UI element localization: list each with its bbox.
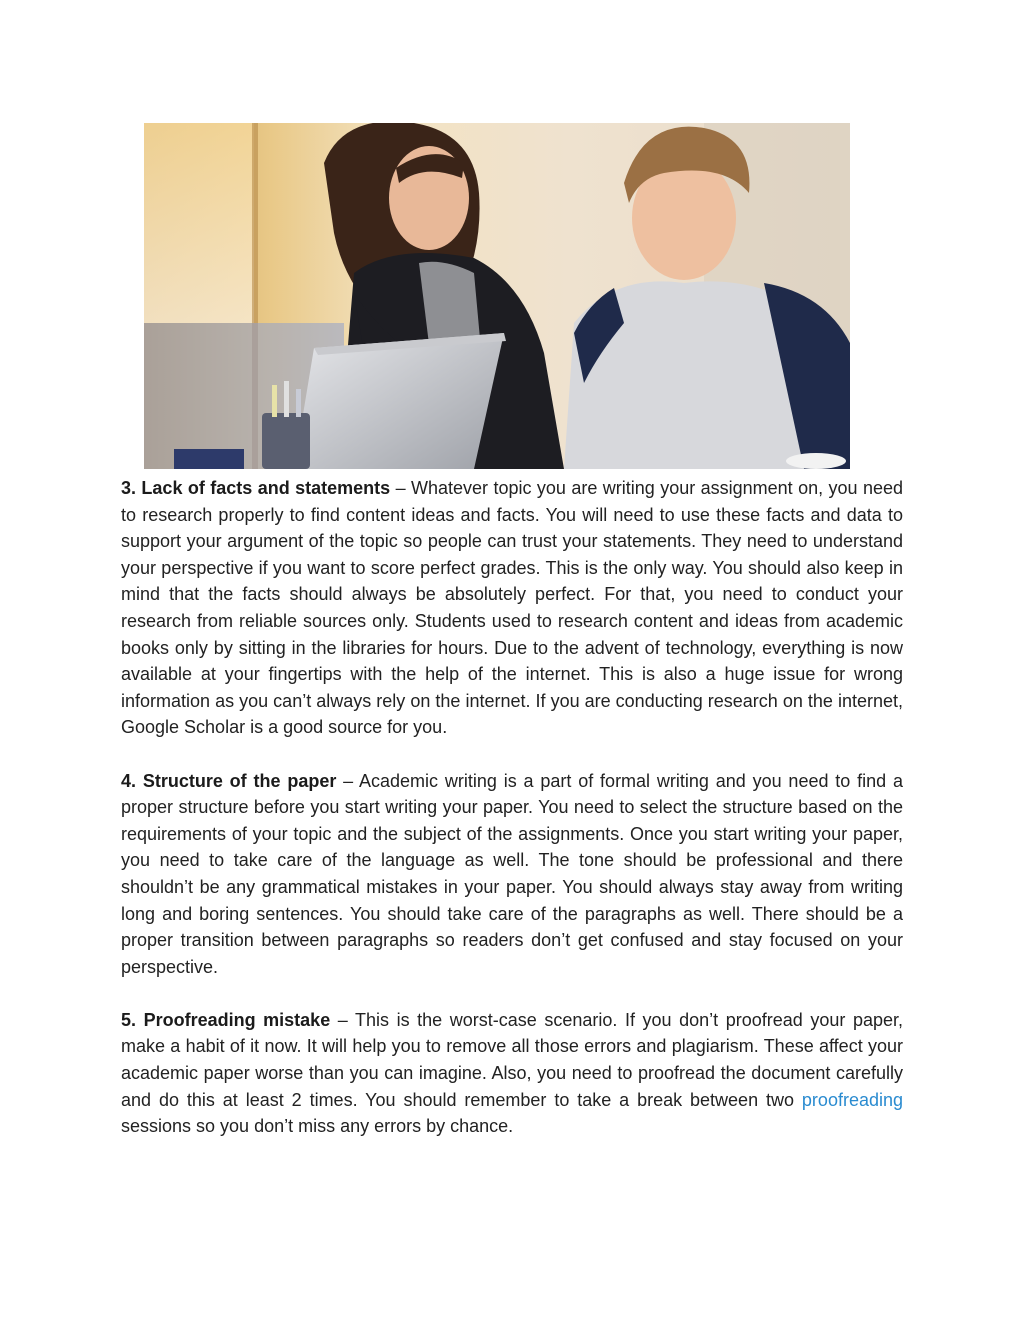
section-text: – This is the worst-case scenario. If you don’t proofread your paper, make a habit of it now. It will help you to remove all those errors and plagiarism. These affect your academic paper worse than you can imagine. Also, you need to proofread the document carefully and do this at least 2 times. You should remember to take a break between two — [121, 1009, 903, 1110]
section-heading: 5. Proofreading mistake — [121, 1009, 331, 1030]
paragraph-lack-of-facts — [121, 475, 903, 741]
students-photo — [144, 123, 850, 469]
section-text: – Whatever topic you are writing your assignment on, you need to research properly to find content ideas and facts. You will need to use these facts and data to support your argument of the topic so people can trust your statements. They need to understand your perspective if you want to score perfect grades. This is the only way. You should also keep in mind that the facts should always be absolutely perfect. For that, you need to conduct your research from reliable sources only. Students used to research content and ideas from academic books only by sitting in the libraries for hours. Due to the advent of technology, everything is now available at your fingertips with the help of the internet. This is also a huge issue for wrong information as you can’t always rely on the internet. If you are conducting research on the internet, Google Scholar is a good source for you. — [121, 478, 903, 738]
proofreading-link[interactable]: proofreading — [801, 1089, 903, 1110]
paragraph-proofreading — [121, 1007, 903, 1140]
article-body — [121, 475, 903, 1166]
paragraph-structure — [121, 768, 903, 981]
section-text: – Academic writing is a part of formal writing and you need to find a proper structure before you start writing your paper. You need to select the structure based on the requirements of your topic and the subject of the assignments. Once you start writing your paper, you need to take care of the language as well. The tone should be professional and there shouldn’t be any grammatical mistakes in your paper. You should always stay away from writing long and boring sentences. You should take care of the paragraphs as well. There should be a proper transition between paragraphs so readers don’t get confused and stay focused on your perspective. — [121, 770, 903, 977]
section-heading: 3. Lack of facts and statements — [121, 478, 391, 498]
section-heading: 4. Structure of the paper — [121, 770, 337, 791]
section-text: sessions so you don’t miss any errors by chance. — [121, 1116, 514, 1137]
